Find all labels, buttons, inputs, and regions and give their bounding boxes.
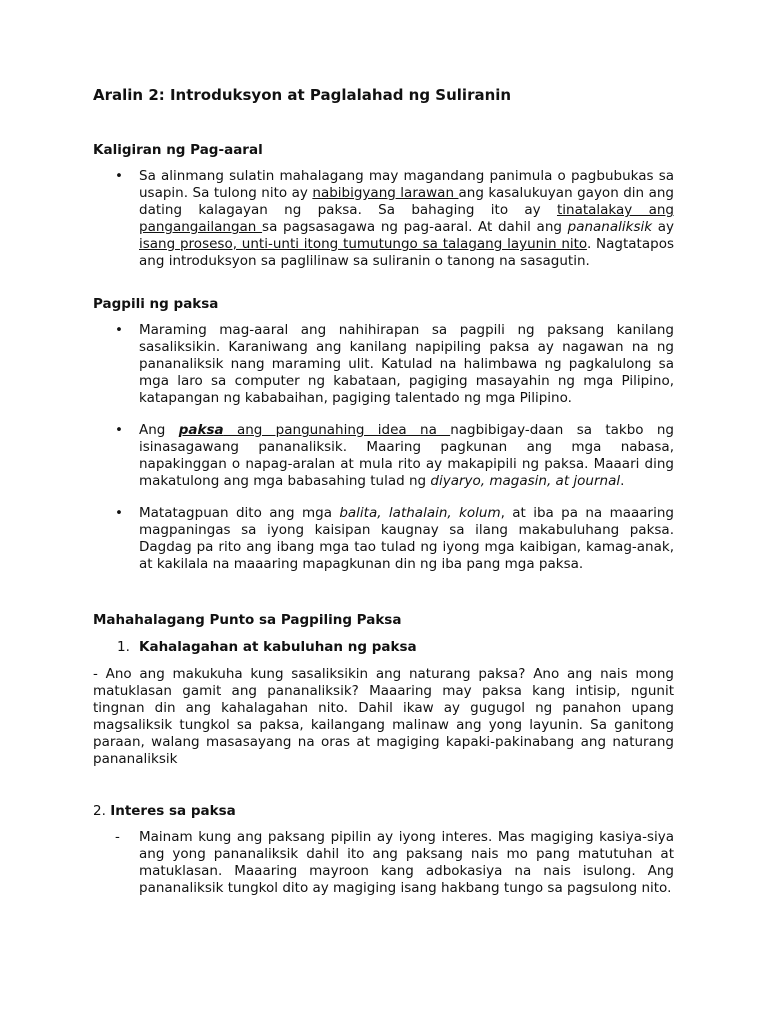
bold-italic-text: paksa xyxy=(178,422,224,438)
item-label: Interes sa paksa xyxy=(110,803,236,819)
item-number: 1. xyxy=(117,639,130,655)
list-item: • Maraming mag-aaral ang nahihirapan sa pagpili ng paksang kanilang sasaliksikin. Karaniwang ang kanilang napipiling paksa ay nagawan na ng pananaliksik nang maraming ulit. Katulad na halimbawa ng pagkalulong sa mga laro sa computer ng kabataan, pagiging masayahin ng mga Pilipino, katapangan ng kababaihan, pagiging talentado ng mga Pilipino. xyxy=(115,322,674,406)
bullet-icon: • xyxy=(115,422,123,438)
bullet-icon: • xyxy=(115,322,123,338)
bullet-icon: • xyxy=(115,168,123,184)
item-1-paragraph: - Ano ang makukuha kung sasaliksikin ang naturang paksa? Ano ang nais mong matuklasan gamit ang pananaliksik? Maaaring may paksa kang intisip, ngunit tingnan din ang kahalagahan nito. Dahil ikaw ay gugugol ng panahon upang magsaliksik tungkol sa paksa, kailangang malinaw ang yong layunin. Sa ganitong paraan, walang masasayang na oras at magiging kapaki-pakinabang ang naturang pananaliksik xyxy=(93,666,674,767)
dash-icon: - xyxy=(115,829,120,845)
list-item: • Ang paksa ang pangunahing idea na nagbibigay-daan sa takbo ng isinasagawang pananaliksik. Maaring pagkunan ang mga nabasa, napakinggan o napag-aralan at mula rito ay makapipili ng paksa. Maaari ding makatulong ang mga babasahing tulad ng diyaryo, magasin, at journal. xyxy=(115,422,674,489)
bullet-icon: • xyxy=(115,505,123,521)
underlined-text: nabibigyang larawan xyxy=(312,185,459,201)
list-item: • Matatagpuan dito ang mga balita, lathalain, kolum, at iba pa na maaaring magpaningas sa iyong kaisipan kaugnay sa ilang makabuluhang paksa. Dagdag pa rito ang ibang mga tao tulad ng iyong mga kaibigan, kamag-anak, at kakilala na maaaring mapagkunan din ng iba pang mga paksa. xyxy=(115,505,674,572)
underlined-text: tinatalakay ang pangangailangan xyxy=(139,202,674,235)
lesson-title: Aralin 2: Introduksyon at Paglalahad ng Suliranin xyxy=(93,86,512,104)
item-number: 2. xyxy=(93,803,106,819)
heading-mahahalagang-punto: Mahahalagang Punto sa Pagpiling Paksa xyxy=(93,612,402,628)
kaligiran-list xyxy=(93,168,674,285)
heading-pagpili: Pagpili ng paksa xyxy=(93,296,219,312)
heading-kaligiran: Kaligiran ng Pag-aaral xyxy=(93,142,263,158)
list-item: - Mainam kung ang paksang pipilin ay iyong interes. Mas magiging kasiya-siya ang yong pananaliksik dahil ito ang paksang nais mo pang matutuhan at matuklasan. Maaaring mayroon kang adbokasiya na nais isulong. Ang pananaliksik tungkol dito ay magiging isang hakbang tungo sa pagsulong nito. xyxy=(115,829,674,896)
numbered-item-1 xyxy=(93,639,417,655)
underlined-text: ang pangunahing idea na xyxy=(223,422,451,438)
numbered-item-2 xyxy=(93,803,236,819)
interes-list xyxy=(93,829,674,912)
underlined-text: isang proseso, unti-unti itong tumutungo sa talagang layunin nito xyxy=(139,236,587,252)
item-label: Kahalagahan at kabuluhan ng paksa xyxy=(139,639,417,655)
italic-text: balita, lathalain, kolum xyxy=(339,505,501,521)
pagpili-list xyxy=(93,322,674,588)
list-item: • Sa alinmang sulatin mahalagang may magandang panimula o pagbubukas sa usapin. Sa tulong nito ay nabibigyang larawan ang kasalukuyan gayon din ang dating kalagayan ng paksa. Sa bahaging ito ay tinatalakay ang pangangailangan sa pagsasagawa ng pag-aaral. At dahil ang pananaliksik ay isang proseso, unti-unti itong tumutungo sa talagang layunin nito. Nagtatapos ang introduksyon sa paglilinaw sa suliranin o tanong na sasagutin. xyxy=(115,168,674,269)
italic-text: pananaliksik xyxy=(567,219,653,235)
italic-text: diyaryo, magasin, at journal xyxy=(430,473,621,489)
